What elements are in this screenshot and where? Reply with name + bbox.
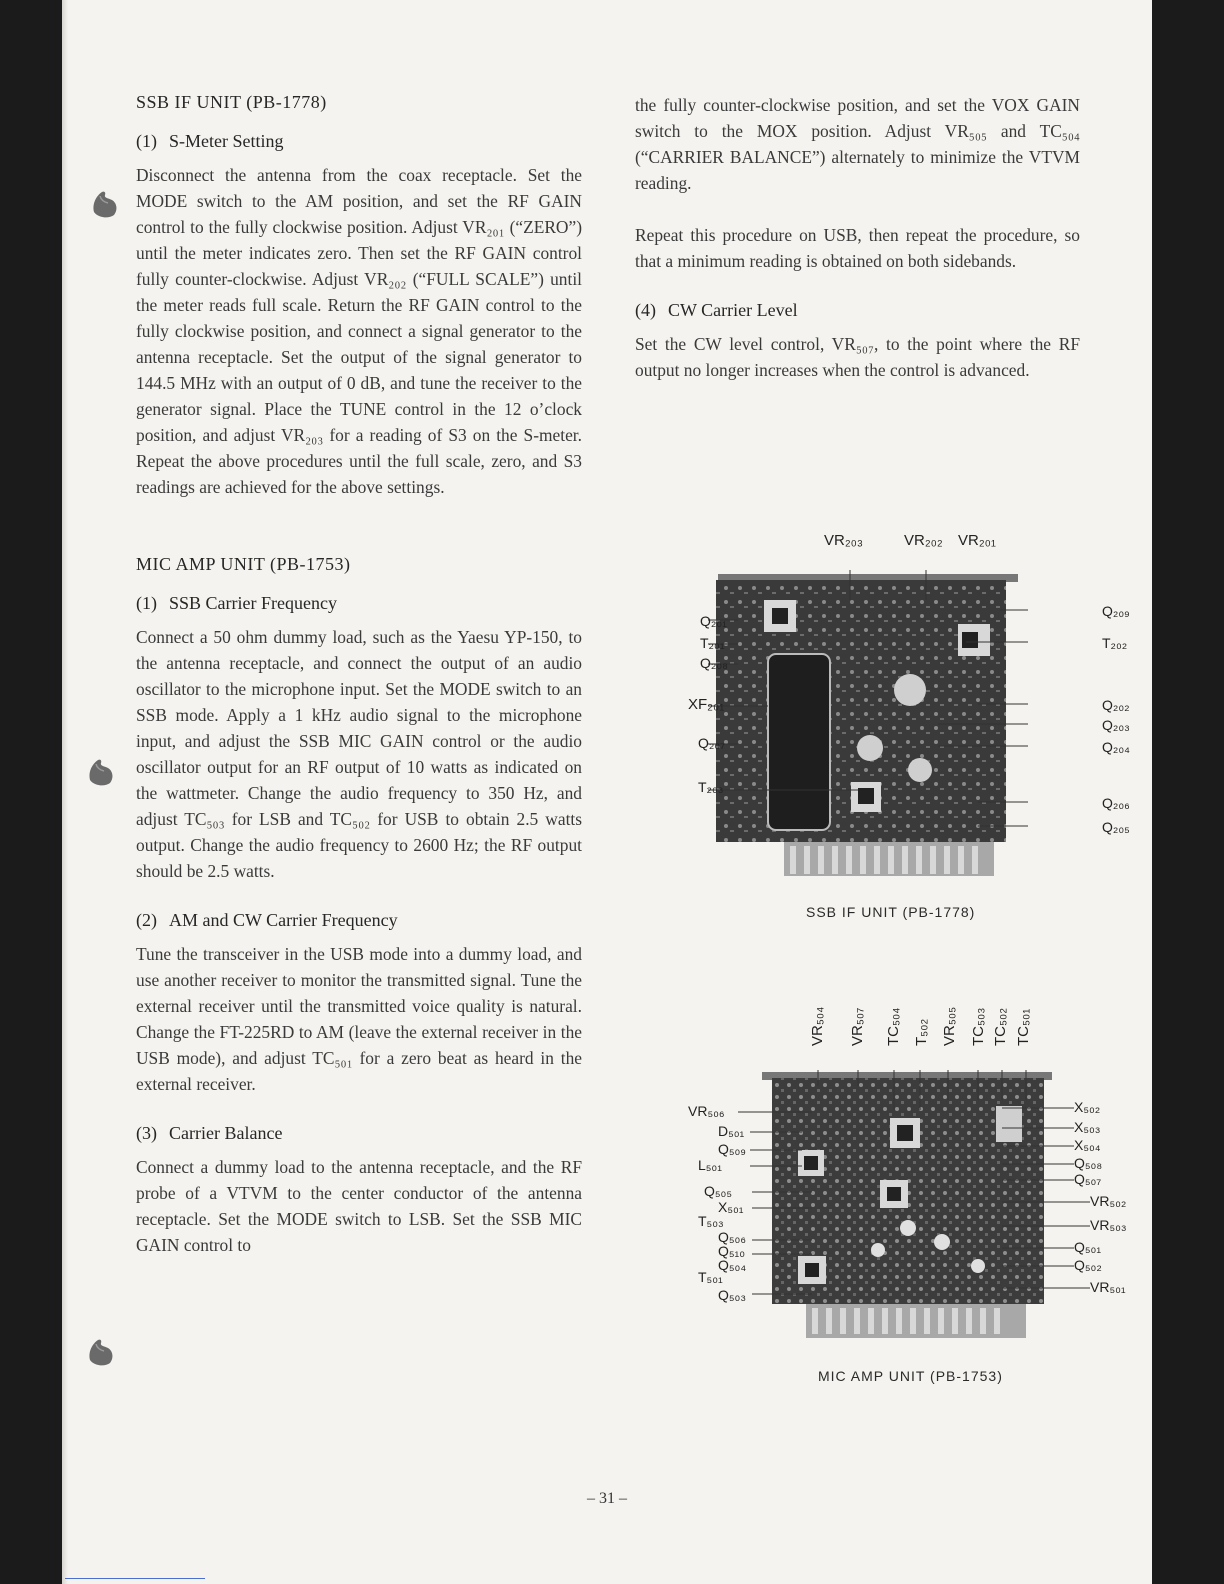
label-q502: Q₅₀₂ xyxy=(1074,1257,1102,1273)
label-q201: Q₂₀₁ xyxy=(700,613,727,629)
label-tc504: TC₅₀₄ xyxy=(885,1007,902,1046)
pointing-hand-icon xyxy=(86,1334,116,1368)
label-vr502: VR₅₀₂ xyxy=(1090,1193,1127,1209)
ssb-carrier-heading-text: SSB Carrier Frequency xyxy=(169,593,337,613)
pointing-hand-icon xyxy=(86,754,116,788)
am-cw-carrier-text: Tune the transceiver in the USB mode into a dummy load, and use another receiver to monitor the transmitted signal. Tune the external receiver until the transmitted voice quality is natural. Change the FT-225RD to AM (leave the external receiver in the USB mode), and adjust TC₅₀₁ for a zero beat as heard in the external receiver. xyxy=(136,944,582,1094)
s-meter-number: (1) xyxy=(136,131,157,151)
cw-level-text: Set the CW level control, VR₅₀₇, to the point where the RF output no longer increases when the control is advanced. xyxy=(635,334,1080,380)
label-tc501: TC₅₀₁ xyxy=(1015,1008,1032,1046)
repeat-procedure-text: Repeat this procedure on USB, then repeat the procedure, so that a minimum reading is obtained on both sidebands. xyxy=(635,225,1080,271)
label-q209: Q₂₀₉ xyxy=(1102,603,1130,619)
label-q207: Q₂₀₇ xyxy=(698,735,725,751)
ssb-carrier-number: (1) xyxy=(136,593,157,613)
label-q505: Q₅₀₅ xyxy=(704,1183,732,1199)
mic-amp-board-photo xyxy=(702,1070,1112,1340)
label-q506: Q₅₀₆ xyxy=(718,1229,746,1245)
left-column xyxy=(136,92,582,1258)
label-q208: Q₂₀₈ xyxy=(700,655,728,671)
label-x501: X₅₀₁ xyxy=(718,1199,744,1215)
label-vr504: VR₅₀₄ xyxy=(809,1006,826,1046)
mic-amp-section-title: MIC AMP UNIT (PB-1753) xyxy=(136,554,351,574)
label-q508: Q₅₀₈ xyxy=(1074,1155,1103,1171)
label-q206: Q₂₀₆ xyxy=(1102,795,1130,811)
label-d501: D₅₀₁ xyxy=(718,1123,745,1139)
carrier-balance-text: Connect a dummy load to the antenna receptacle, and the RF probe of a VTVM to the center conductor of the antenna receptacle. Set the MODE switch to LSB. Set the SSB MIC GAIN control to xyxy=(136,1157,582,1255)
label-q202: Q₂₀₂ xyxy=(1102,697,1130,713)
am-cw-carrier-heading-text: AM and CW Carrier Frequency xyxy=(169,910,398,930)
label-vr505: VR₅₀₅ xyxy=(941,1006,958,1046)
mic-amp-caption: MIC AMP UNIT (PB-1753) xyxy=(818,1368,1003,1384)
label-xf201: XF₂₀₁ xyxy=(688,696,725,713)
label-t502: T₅₀₂ xyxy=(913,1018,930,1046)
cw-level-heading-text: CW Carrier Level xyxy=(668,300,798,320)
label-t201: T₂₀₁ xyxy=(700,635,725,651)
label-q507: Q₅₀₇ xyxy=(1074,1171,1102,1187)
carrier-balance-heading-text: Carrier Balance xyxy=(169,1123,283,1143)
label-x503: X₅₀₃ xyxy=(1074,1119,1101,1135)
ssb-if-caption: SSB IF UNIT (PB-1778) xyxy=(806,904,976,920)
label-vr506: VR₅₀₆ xyxy=(688,1103,725,1119)
underline-link-fragment xyxy=(65,1578,205,1579)
carrier-balance-continued-text: the fully counter-clockwise position, and set the VOX GAIN switch to the MOX position. Adjust VR₅₀₅ and TC₅₀₄ (“CARRIER BALANCE”) alternately to minimize the VTVM reading. xyxy=(635,95,1080,193)
label-tc503: TC₅₀₃ xyxy=(970,1007,987,1046)
cw-level-number: (4) xyxy=(635,300,656,320)
page-number: – 31 – xyxy=(587,1490,627,1507)
page-spine-shadow xyxy=(62,0,68,1584)
label-q509: Q₅₀₉ xyxy=(718,1141,746,1157)
ssb-if-section-title: SSB IF UNIT (PB-1778) xyxy=(136,92,327,112)
label-l501: L₅₀₁ xyxy=(698,1157,722,1173)
label-t501: T₅₀₁ xyxy=(698,1269,723,1285)
ssb-carrier-heading xyxy=(136,593,582,614)
ssb-carrier-text: Connect a 50 ohm dummy load, such as the Yaesu YP-150, to the antenna receptacle, and connect the output of an audio oscillator to the microphone input. Set the MODE switch to an SSB mode. Apply a 1 kHz audio signal to the microphone input, and adjust the SSB MIC GAIN control or the audio oscillator output for an RF output of 10 watts as indicated on the wattmeter. Change the audio frequency to 350 Hz, and adjust TC₅₀₃ for LSB and TC₅₀₂ for USB to obtain 2.5 watts output. Change the audio frequency to 2600 Hz; the RF output should be 2.5 watts. xyxy=(136,627,582,881)
label-vr507: VR₅₀₇ xyxy=(849,1007,866,1046)
right-column xyxy=(635,92,1080,383)
label-vr503: VR₅₀₃ xyxy=(1090,1217,1127,1233)
label-q203: Q₂₀₃ xyxy=(1102,717,1130,733)
carrier-balance-number: (3) xyxy=(136,1123,157,1143)
carrier-balance-heading xyxy=(136,1123,582,1144)
s-meter-heading xyxy=(136,131,582,152)
label-t202: T₂₀₂ xyxy=(1102,635,1128,651)
label-q503: Q₅₀₃ xyxy=(718,1287,747,1303)
pointing-hand-icon xyxy=(90,186,120,220)
label-t203: T₂₀₃ xyxy=(698,779,724,795)
cw-level-heading xyxy=(635,300,1080,321)
s-meter-heading-text: S-Meter Setting xyxy=(169,131,284,151)
am-cw-carrier-heading xyxy=(136,910,582,931)
label-vr201: VR₂₀₁ xyxy=(958,532,996,549)
am-cw-carrier-number: (2) xyxy=(136,910,157,930)
label-q204: Q₂₀₄ xyxy=(1102,739,1130,755)
label-vr202: VR₂₀₂ xyxy=(904,532,943,549)
label-x502: X₅₀₂ xyxy=(1074,1099,1101,1115)
manual-page xyxy=(62,0,1152,1584)
label-q504: Q₅₀₄ xyxy=(718,1257,747,1273)
label-q205: Q₂₀₅ xyxy=(1102,819,1130,835)
label-q510: Q₅₁₀ xyxy=(718,1243,746,1259)
ssb-if-board-photo xyxy=(708,570,1028,878)
label-t503: T₅₀₃ xyxy=(698,1213,724,1229)
label-q501: Q₅₀₁ xyxy=(1074,1239,1102,1255)
label-vr501: VR₅₀₁ xyxy=(1090,1279,1126,1295)
label-tc502: TC₅₀₂ xyxy=(992,1007,1009,1046)
s-meter-text: Disconnect the antenna from the coax receptacle. Set the MODE switch to the AM position, and set the RF GAIN control to the fully clockwise position. Adjust VR₂₀₁ (“ZERO”) until the meter indicates zero. Then set the RF GAIN control fully counter-clockwise. Adjust VR₂₀₂ (“FULL SCALE”) until the meter reads full scale. Return the RF GAIN control to the fully clockwise position, and connect a signal generator to the antenna receptacle. Set the output of the signal generator to 144.5 MHz with an output of 0 dB, and tune the receiver to the generator signal. Place the TUNE control in the 12 o’clock position, and adjust VR₂₀₃ for a reading of S3 on the S-meter. Repeat the above procedures until the full scale, zero, and S3 readings are achieved for the above settings. xyxy=(136,165,582,497)
label-vr203: VR₂₀₃ xyxy=(824,532,863,549)
label-x504: X₅₀₄ xyxy=(1074,1137,1101,1153)
